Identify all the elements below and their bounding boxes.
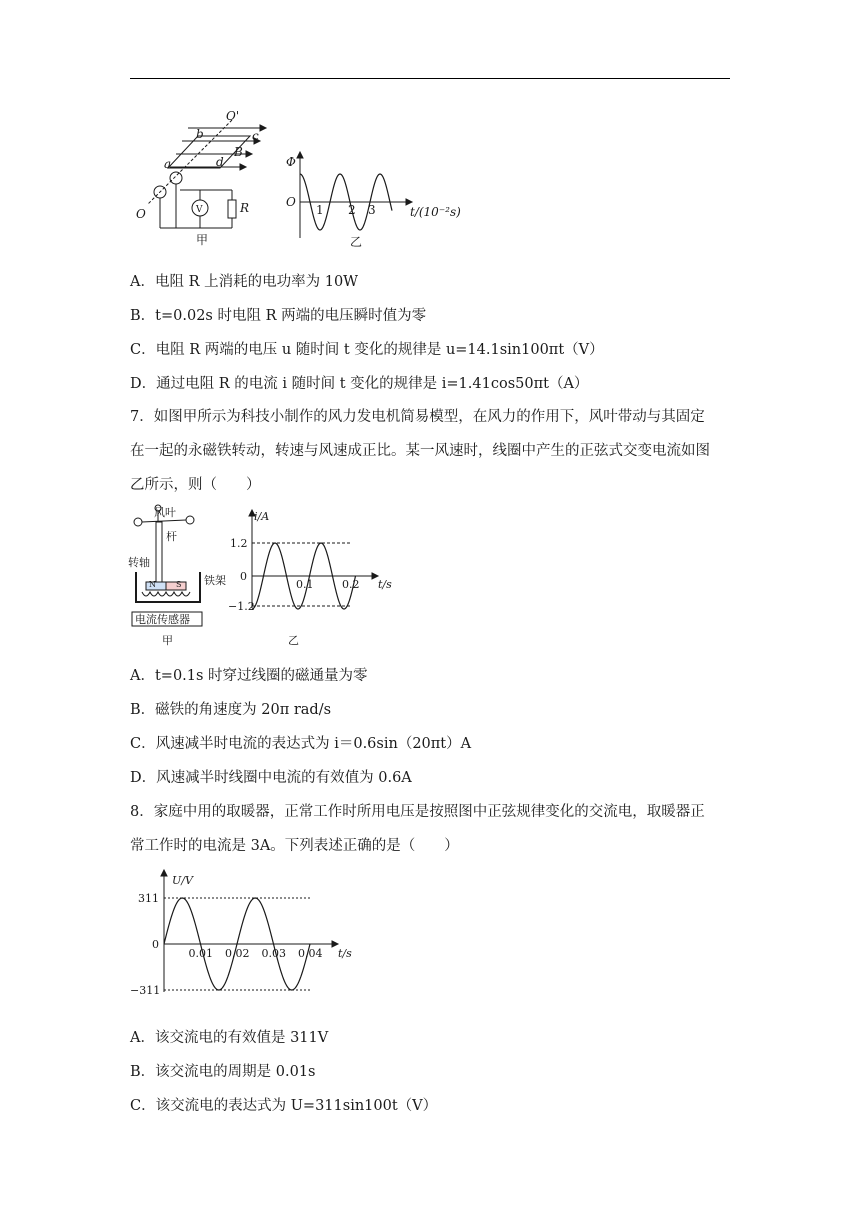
label-o-prime: O' xyxy=(226,109,240,123)
label-o: O xyxy=(136,207,146,221)
q7-stem-line-1: 7．如图甲所示为科技小制作的风力发电机简易模型，在风力的作用下，风叶带动与其固定 xyxy=(130,409,705,425)
q7-yi-xtick-1: 0.1 xyxy=(296,578,314,591)
chart-ytick-zero: 0 xyxy=(152,938,159,951)
label-gan: 杆 xyxy=(166,530,177,543)
label-b: b xyxy=(196,127,204,141)
label-fengye: 风叶 xyxy=(154,506,176,519)
q8-option-c: C．该交流电的表达式为 U=311sin100t（V） xyxy=(130,1098,438,1114)
chart-xtick-4: 0.04 xyxy=(298,947,323,960)
q8-stem-line-2: 常工作时的电流是 3A。下列表述正确的是（ ） xyxy=(130,838,459,854)
q7-fig-jia-caption: 甲 xyxy=(162,634,173,647)
label-d: d xyxy=(216,155,224,169)
fig6-yi-tick-2: 2 xyxy=(348,203,356,217)
fig6-jia-caption: 甲 xyxy=(196,233,209,247)
chart-ylabel: U/V xyxy=(172,874,193,887)
q7-fig-yi-caption: 乙 xyxy=(288,634,299,647)
q8-stem-line-1: 8．家庭中用的取暖器，正常工作时所用电压是按照图中正弦规律变化的交流电，取暖器正 xyxy=(130,804,705,820)
label-a: a xyxy=(164,157,172,171)
chart-xlabel: t/s xyxy=(338,947,352,960)
q7-yi-ytick-bottom: −1.2 xyxy=(228,600,255,613)
fig6-yi-tick-1: 1 xyxy=(316,203,324,217)
label-tiejia: 铁架 xyxy=(204,574,226,587)
q7-yi-xlabel: t/s xyxy=(378,578,392,591)
fig6-yi-tick-3: 3 xyxy=(368,203,376,217)
q7-yi-xtick-2: 0.2 xyxy=(342,578,360,591)
q7-yi-ylabel: i/A xyxy=(254,510,270,523)
label-field-b: B xyxy=(234,145,243,159)
q7-option-b: B．磁铁的角速度为 20π rad/s xyxy=(130,702,332,718)
q7-option-c: C．风速减半时电流的表达式为 i＝0.6sin（20πt）A xyxy=(130,736,472,752)
label-n: N xyxy=(149,580,156,589)
chart-xtick-3: 0.03 xyxy=(261,947,286,960)
label-s: S xyxy=(176,580,182,589)
chart-y-arrow xyxy=(161,870,167,876)
q8-option-a: A．该交流电的有效值是 311V xyxy=(130,1030,329,1046)
q7-fig-yi-current-graph xyxy=(228,508,398,648)
q6-option-b: B．t=0.02s 时电阻 R 两端的电压瞬时值为零 xyxy=(130,308,427,324)
q7-yi-ytick-zero: 0 xyxy=(240,570,247,583)
q6-option-a: A．电阻 R 上消耗的电功率为 10W xyxy=(130,274,359,290)
q7-fig-jia-wind-generator xyxy=(128,504,238,650)
q6-option-d: D．通过电阻 R 的电流 i 随时间 t 变化的规律是 i=1.41cos50πt（A） xyxy=(130,376,589,392)
q7-yi-ytick-top: 1.2 xyxy=(230,537,248,550)
chart-xtick-1: 0.01 xyxy=(188,947,213,960)
q6-option-c: C．电阻 R 两端的电压 u 随时间 t 变化的规律是 u=14.1sin100πt（V） xyxy=(130,342,604,358)
fig6-yi-flux-graph xyxy=(282,150,462,250)
q7-stem-line-2: 在一起的永磁铁转动，转速与风速成正比。某一风速时，线圈中产生的正弦式交变电流如图 xyxy=(130,443,710,459)
q7-option-a: A．t=0.1s 时穿过线圈的磁通量为零 xyxy=(130,668,368,684)
chart-ytick-top: 311 xyxy=(138,892,159,905)
label-r: R xyxy=(240,201,250,215)
q8-option-b: B．该交流电的周期是 0.01s xyxy=(130,1064,316,1080)
fig6-yi-xlabel: t/(10⁻²s) xyxy=(410,205,461,219)
fig6-jia-coil-diagram xyxy=(128,108,278,248)
fig6-yi-caption: 乙 xyxy=(350,235,363,249)
label-sensor: 电流传感器 xyxy=(135,613,190,626)
label-c: c xyxy=(252,129,259,143)
q8-voltage-chart xyxy=(128,868,368,1002)
header-rule xyxy=(130,78,730,79)
chart-ytick-bottom: −311 xyxy=(130,984,161,997)
q7-option-d: D．风速减半时线圈中电流的有效值为 0.6A xyxy=(130,770,412,786)
chart-xtick-2: 0.02 xyxy=(225,947,250,960)
label-zhuanzhou: 转轴 xyxy=(128,556,150,569)
fig6-yi-origin: O xyxy=(286,195,296,209)
fig6-yi-ylabel: Φ xyxy=(286,155,296,169)
voltmeter-label: V xyxy=(196,205,203,215)
q7-stem-line-3: 乙所示，则（ ） xyxy=(130,477,261,493)
